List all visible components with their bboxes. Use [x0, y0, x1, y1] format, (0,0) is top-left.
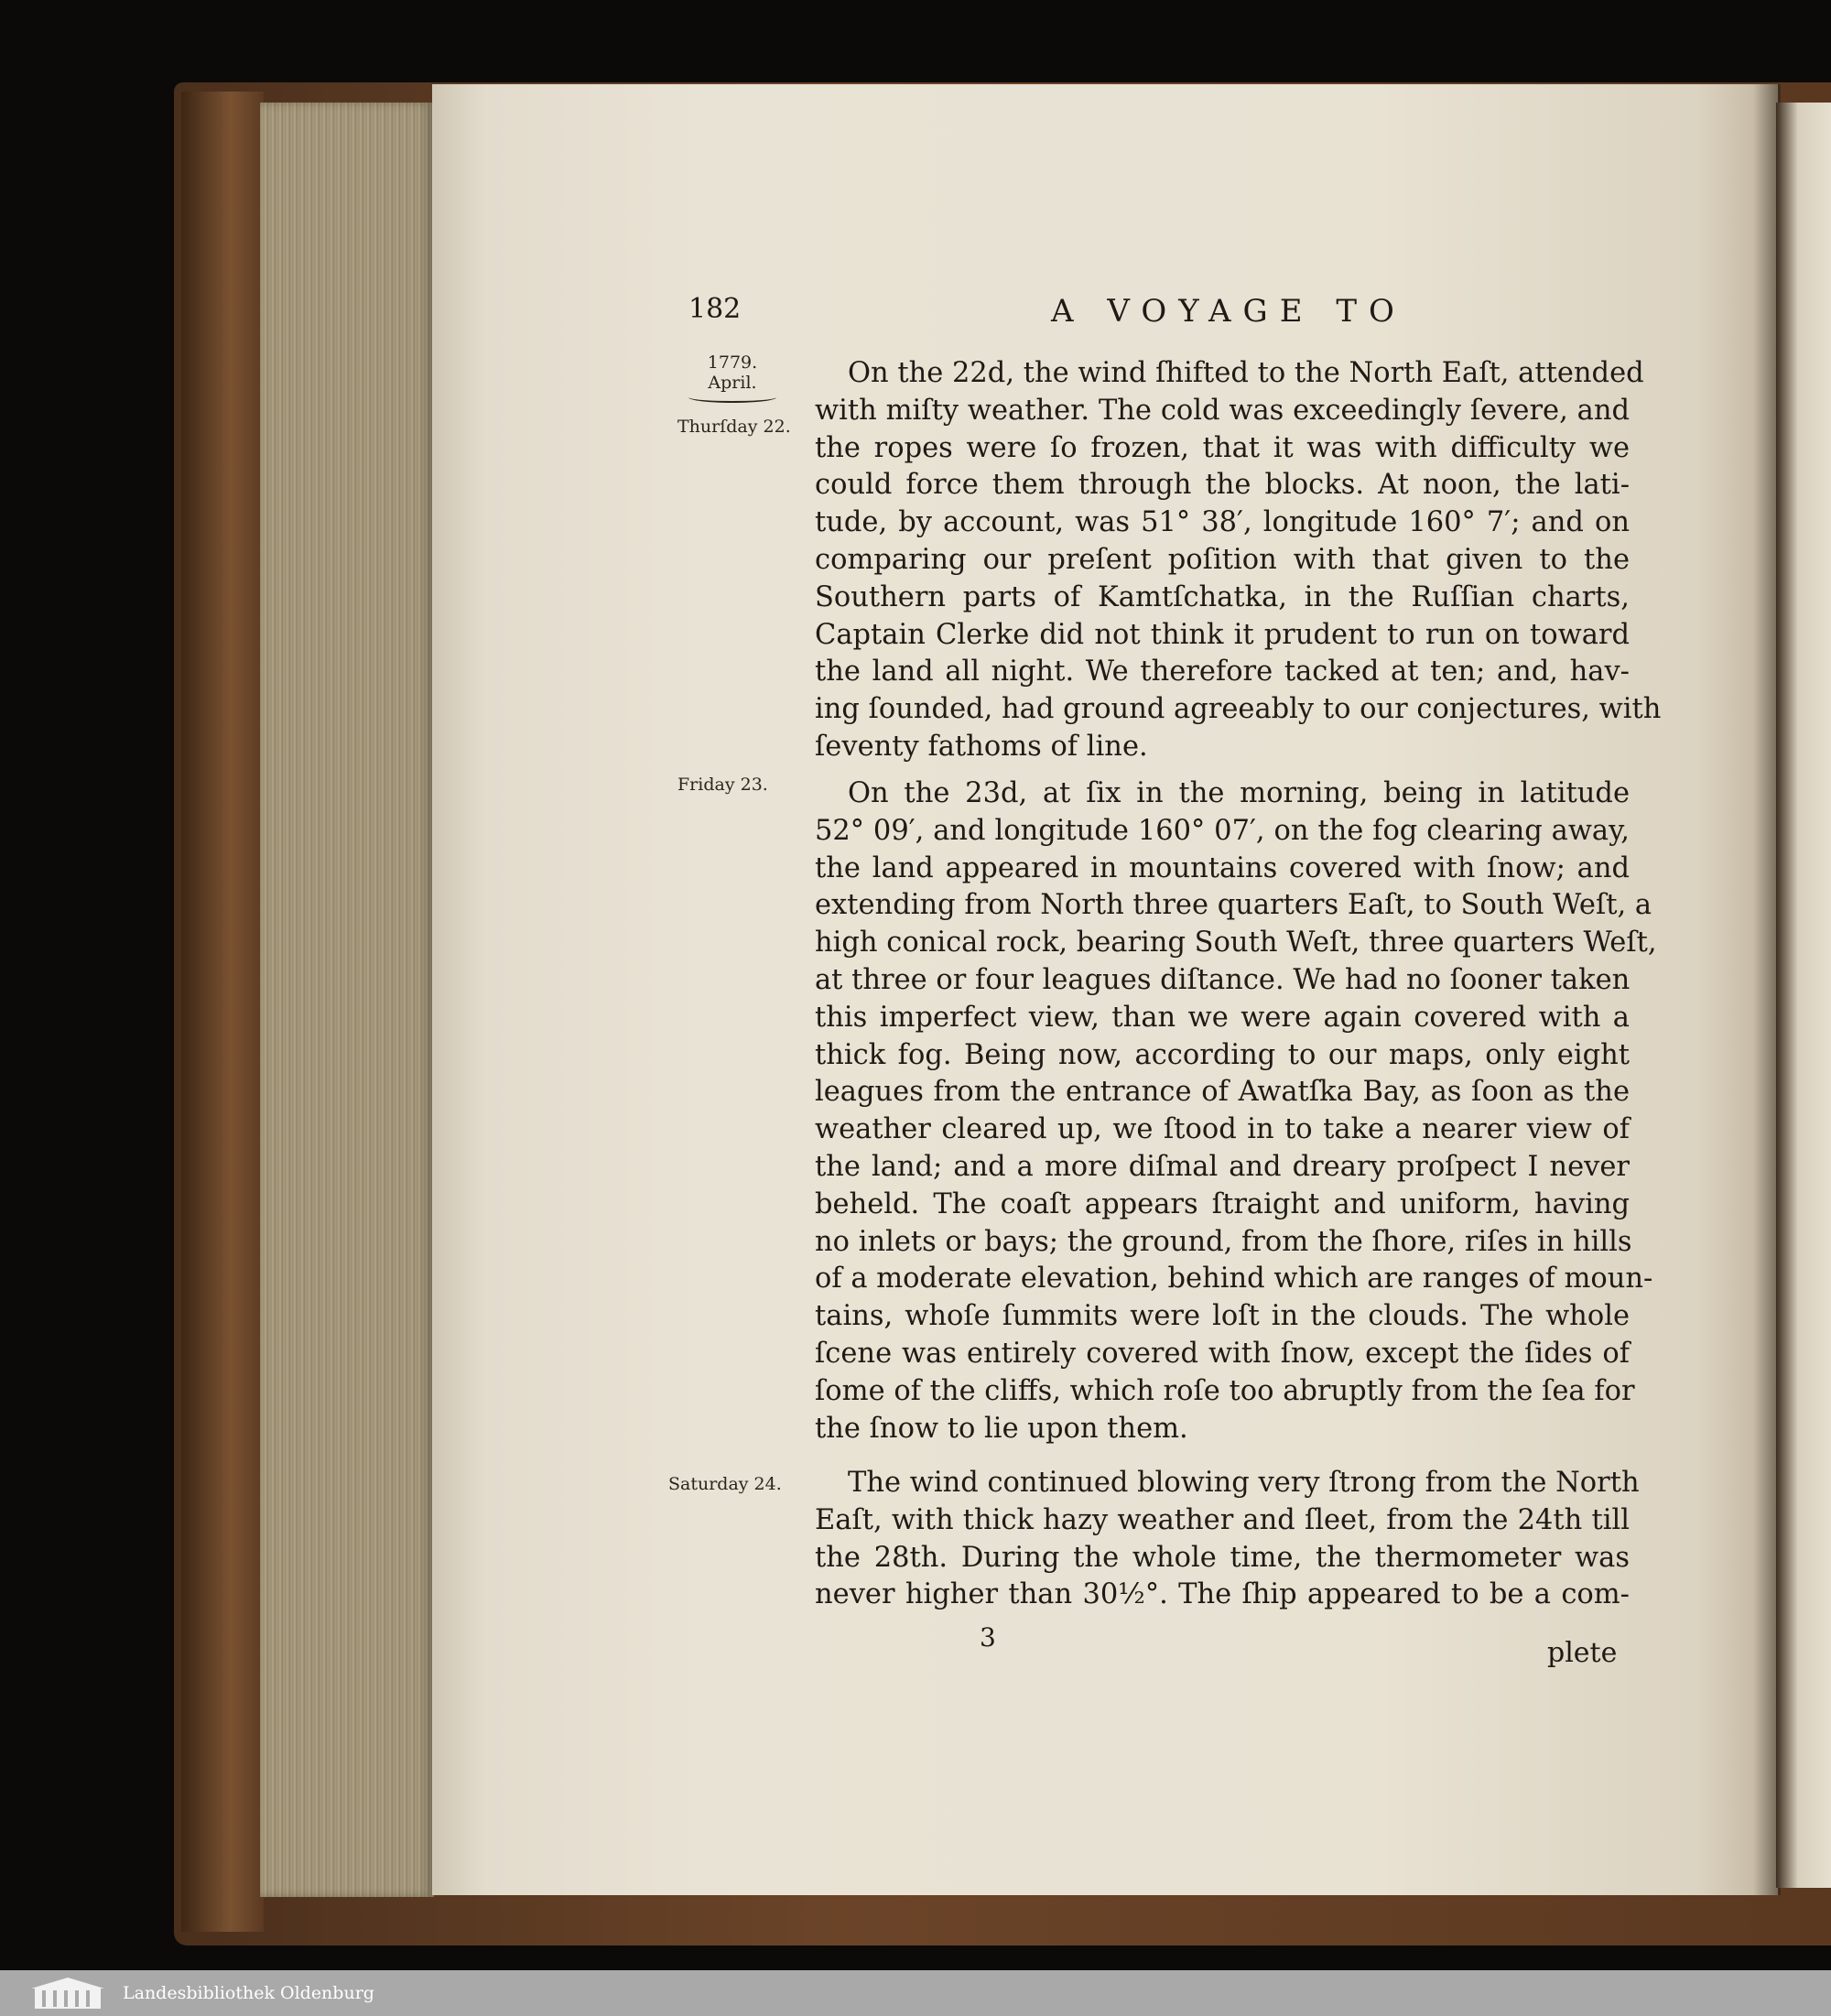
text-line: at three or four leagues diſtance. We had no ſooner taken [815, 963, 1631, 996]
text-line: leagues from the entrance of Awatſka Bay, as ſoon as the [815, 1076, 1630, 1109]
text-line: high conical rock, bearing South Weſt, three quarters Weſt, [815, 927, 1657, 959]
text-line: ſeventy fathoms of line. [815, 730, 1148, 763]
cover-spine-edge [181, 92, 264, 1932]
margin-date-thursday: Thurſday 22. [677, 417, 791, 437]
page-edges [260, 103, 434, 1897]
page-number: 182 [688, 293, 742, 325]
margin-month: April. [708, 373, 757, 393]
text-line: tains, whoſe ſummits were loſt in the clouds. The whole [815, 1300, 1630, 1333]
text-line: extending from North three quarters Eaſt, to South Weſt, a [815, 889, 1652, 922]
running-head: A VOYAGE TO [1051, 293, 1406, 330]
facing-page-edge [1776, 103, 1831, 1888]
text-line: the 28th. During the whole time, the thermometer was [815, 1541, 1630, 1574]
text-line: the land all night. We therefore tacked at ten; and, hav- [815, 656, 1630, 688]
text-line: with miſty weather. The cold was exceedingly ſevere, and [815, 394, 1630, 427]
footer-bar [0, 1970, 1831, 2016]
text-line: of a moderate elevation, behind which are ranges of moun- [815, 1263, 1653, 1295]
text-line: this imperfect view, than we were again covered with a [815, 1001, 1630, 1034]
library-building-logo [27, 1976, 108, 2011]
text-line: the land appeared in mountains covered with ſnow; and [815, 851, 1630, 884]
text-line: the ſnow to lie upon them. [815, 1412, 1188, 1445]
text-line: ing ſounded, had ground agreeably to our conjectures, with [815, 693, 1662, 726]
signature-mark: 3 [980, 1622, 996, 1653]
margin-year: 1779. [707, 352, 758, 373]
text-line: tude, by account, was 51° 38′, longitude 160° 7′; and on [815, 506, 1630, 539]
paragraph-2 [815, 775, 1657, 1447]
text-line: On the 23d, at ſix in the morning, being in latitude [848, 777, 1630, 809]
text-line: the ropes were ſo frozen, that it was with difficulty we [815, 431, 1630, 464]
library-name[interactable]: Landesbibliothek Oldenburg [123, 1983, 374, 2003]
text-line: Southern parts of Kamtſchatka, in the Ruſſian charts, [815, 580, 1630, 613]
text-line: Eaſt, with thick hazy weather and ſleet, from the 24th till [815, 1503, 1630, 1536]
text-line: Captain Clerke did not think it prudent to run on toward [815, 618, 1630, 651]
text-line: the land; and a more diſmal and dreary proſpect I never [815, 1150, 1630, 1183]
text-line: thick fog. Being now, according to our maps, only eight [815, 1038, 1630, 1071]
text-line: ſome of the cliffs, which roſe too abruptly from the ſea for [815, 1374, 1635, 1407]
text-line: 52° 09′, and longitude 160° 07′, on the fog clearing away, [815, 814, 1630, 847]
margin-date-friday: Friday 23. [677, 775, 768, 795]
text-line: ſcene was entirely covered with ſnow, except the ſides of [815, 1337, 1630, 1370]
margin-brace [688, 392, 776, 403]
text-line: never higher than 30½°. The ſhip appeared to be a com- [815, 1578, 1630, 1611]
text-line: no inlets or bays; the ground, from the ſhore, riſes in hills [815, 1225, 1632, 1258]
paragraph-1 [815, 355, 1662, 766]
text-line: beheld. The coaſt appears ſtraight and uniform, having [815, 1187, 1630, 1220]
catchword: plete [1547, 1637, 1618, 1669]
text-line: On the 22d, the wind ſhifted to the North Eaſt, attended [848, 357, 1644, 389]
text-line: The wind continued blowing very ſtrong from the North [848, 1467, 1640, 1499]
paragraph-3 [815, 1465, 1640, 1614]
text-line: weather cleared up, we ſtood in to take a nearer view of [815, 1113, 1630, 1146]
margin-date-saturday: Saturday 24. [668, 1474, 782, 1494]
text-line: comparing our preſent poſition with that given to the [815, 543, 1630, 576]
text-line: could force them through the blocks. At noon, the lati- [815, 469, 1630, 502]
